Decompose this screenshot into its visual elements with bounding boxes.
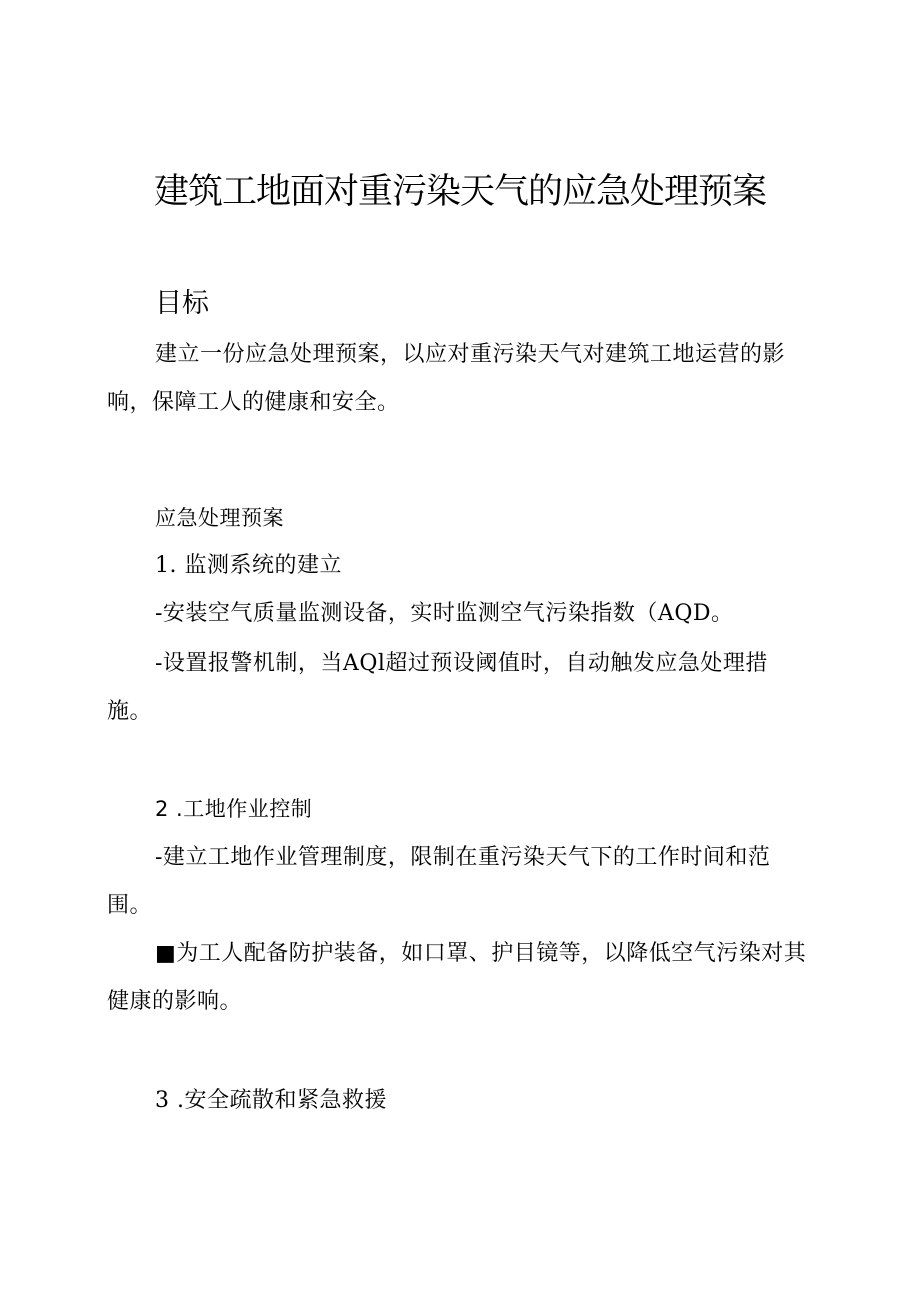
section2-item2: ■为工人配备防护装备，如口罩、护目镜等，以降低空气污染对其健康的影响。 <box>107 941 807 1014</box>
section2-item1: -建立工地作业管理制度，限制在重污染天气下的工作时间和范围。 <box>107 845 771 918</box>
section1-title: 1. 监测系统的建立 <box>155 553 342 578</box>
section2-title: 2 .工地作业控制 <box>155 797 313 821</box>
document-title: 建筑工地面对重污染天气的应急处理预案 <box>153 172 766 212</box>
section1-item2: -设置报警机制，当AQl超过预设阈值时，自动触发应急处理措施。 <box>107 651 768 724</box>
goal-heading: 目标 <box>155 288 209 319</box>
section1-item1: -安装空气质量监测设备，实时监测空气污染指数（AQD。 <box>155 601 734 626</box>
section3-title: 3 .安全疏散和紧急救援 <box>155 1088 387 1113</box>
plan-heading: 应急处理预案 <box>155 506 284 530</box>
goal-paragraph: 建立一份应急处理预案，以应对重污染天气对建筑工地运营的影响，保障工人的健康和安全。 <box>107 342 786 415</box>
